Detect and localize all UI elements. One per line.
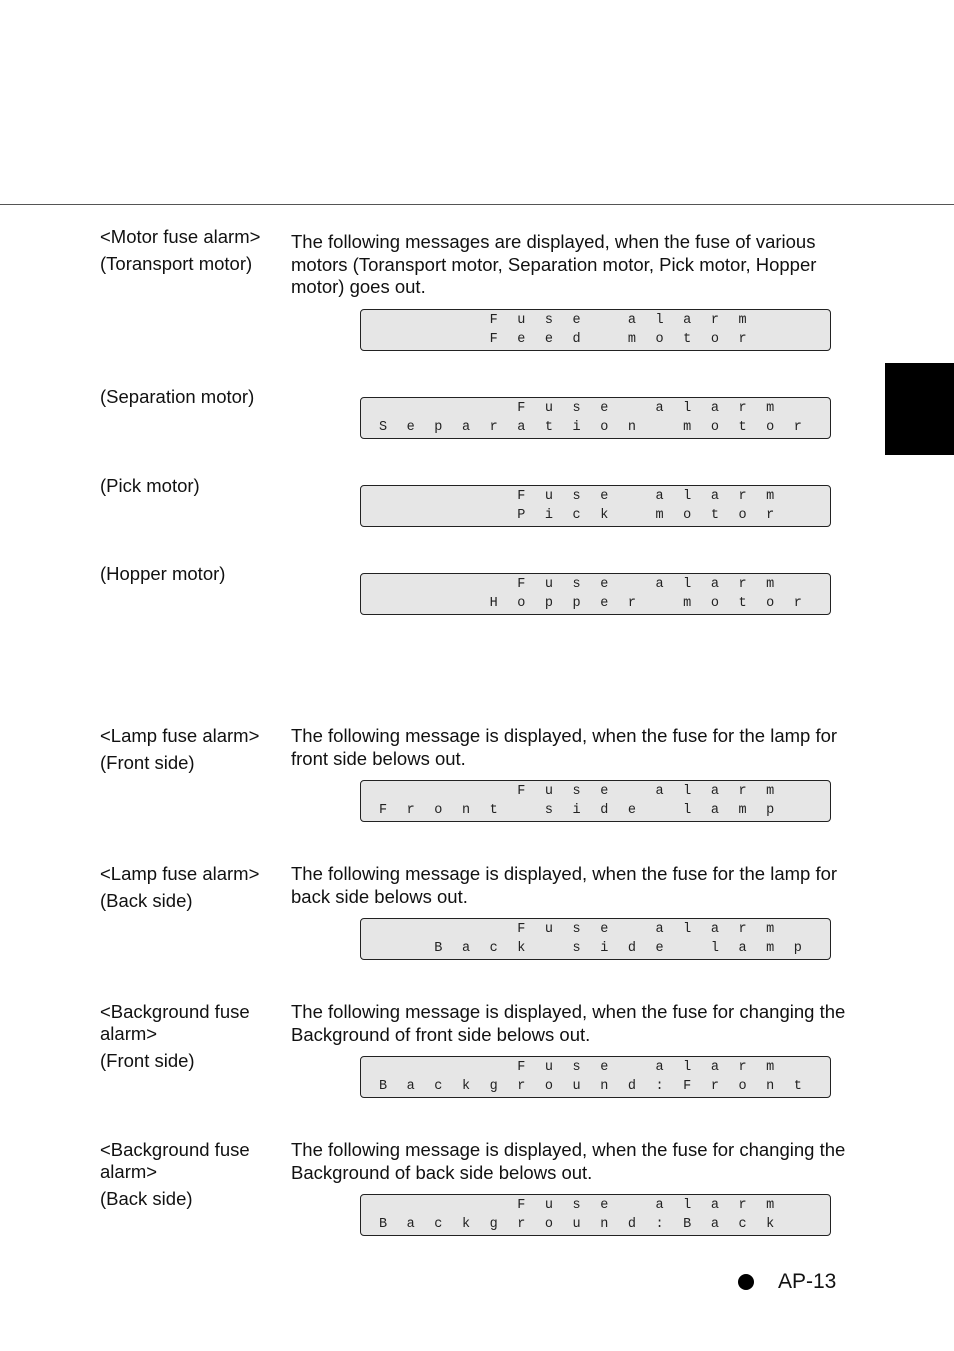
entry-description: The following message is displayed, when the fuse for the lamp for back side belows out. [291,863,838,907]
lcd-line-2: Back side lamp [379,941,822,956]
lcd-line-1: Fuse alarm [379,1060,794,1075]
lcd-line-1: Fuse alarm [379,1198,794,1213]
lcd-display-pick-motor [360,485,831,527]
lcd-line-1: Fuse alarm [379,577,794,592]
chapter-tab-marker [885,363,954,455]
lcd-line-1: Fuse alarm [379,313,767,328]
entry-subtitle: (Toransport motor) [100,253,253,274]
lcd-line-1: Fuse alarm [379,784,794,799]
entry-description: The following message is displayed, when the fuse for changing the Background of back side belows out. [291,1139,846,1183]
entry-subtitle: (Front side) [100,1050,195,1071]
entry-label: (Separation motor) [100,386,255,407]
entry-label [100,725,282,774]
header-rule [0,204,954,205]
lcd-line-1: Fuse alarm [379,401,794,416]
entry-label: (Pick motor) [100,475,200,496]
lcd-display-background-front [360,1056,831,1098]
lcd-line-1: Fuse alarm [379,922,794,937]
lcd-display-separation-motor [360,397,831,439]
lcd-line-2: Background:Front [379,1079,822,1094]
bullet-icon [738,1274,754,1290]
entry-title: <Background fuse alarm> [100,1139,250,1182]
entry-label [100,1001,270,1072]
lcd-line-2: Feed motor [379,332,767,347]
lcd-line-2: Front side lamp [379,803,794,818]
entry-title: <Motor fuse alarm> [100,226,261,247]
entry-subtitle: (Back side) [100,890,193,911]
lcd-line-1: Fuse alarm [379,489,794,504]
entry-description: The following messages are displayed, when the fuse of various motors (Toransport motor, Separation motor, Pick motor, Hopper motor) goes out. [291,231,817,297]
lcd-line-2: Pick motor [379,508,794,523]
entry-label [100,863,282,912]
lcd-display-background-back [360,1194,831,1236]
entry-label [100,226,282,275]
lcd-display-hopper-motor [360,573,831,615]
lcd-display-back-lamp [360,918,831,960]
page-number: AP-13 [778,1270,837,1293]
entry-title: <Background fuse alarm> [100,1001,250,1044]
entry-description: The following message is displayed, when the fuse for changing the Background of front side belows out. [291,1001,846,1045]
entry-description: The following message is displayed, when the fuse for the lamp for front side belows out. [291,725,838,769]
entry-subtitle: (Back side) [100,1188,193,1209]
entry-label: (Hopper motor) [100,563,226,584]
entry-title: <Lamp fuse alarm> [100,725,260,746]
entry-subtitle: (Front side) [100,752,195,773]
lcd-line-2: Hopper motor [379,596,822,611]
lcd-line-2: Background:Back [379,1217,794,1232]
entry-title: <Lamp fuse alarm> [100,863,260,884]
lcd-display-front-lamp [360,780,831,822]
entry-label [100,1139,270,1210]
lcd-display-feed-motor [360,309,831,351]
lcd-line-2: Separation motor [379,420,822,435]
